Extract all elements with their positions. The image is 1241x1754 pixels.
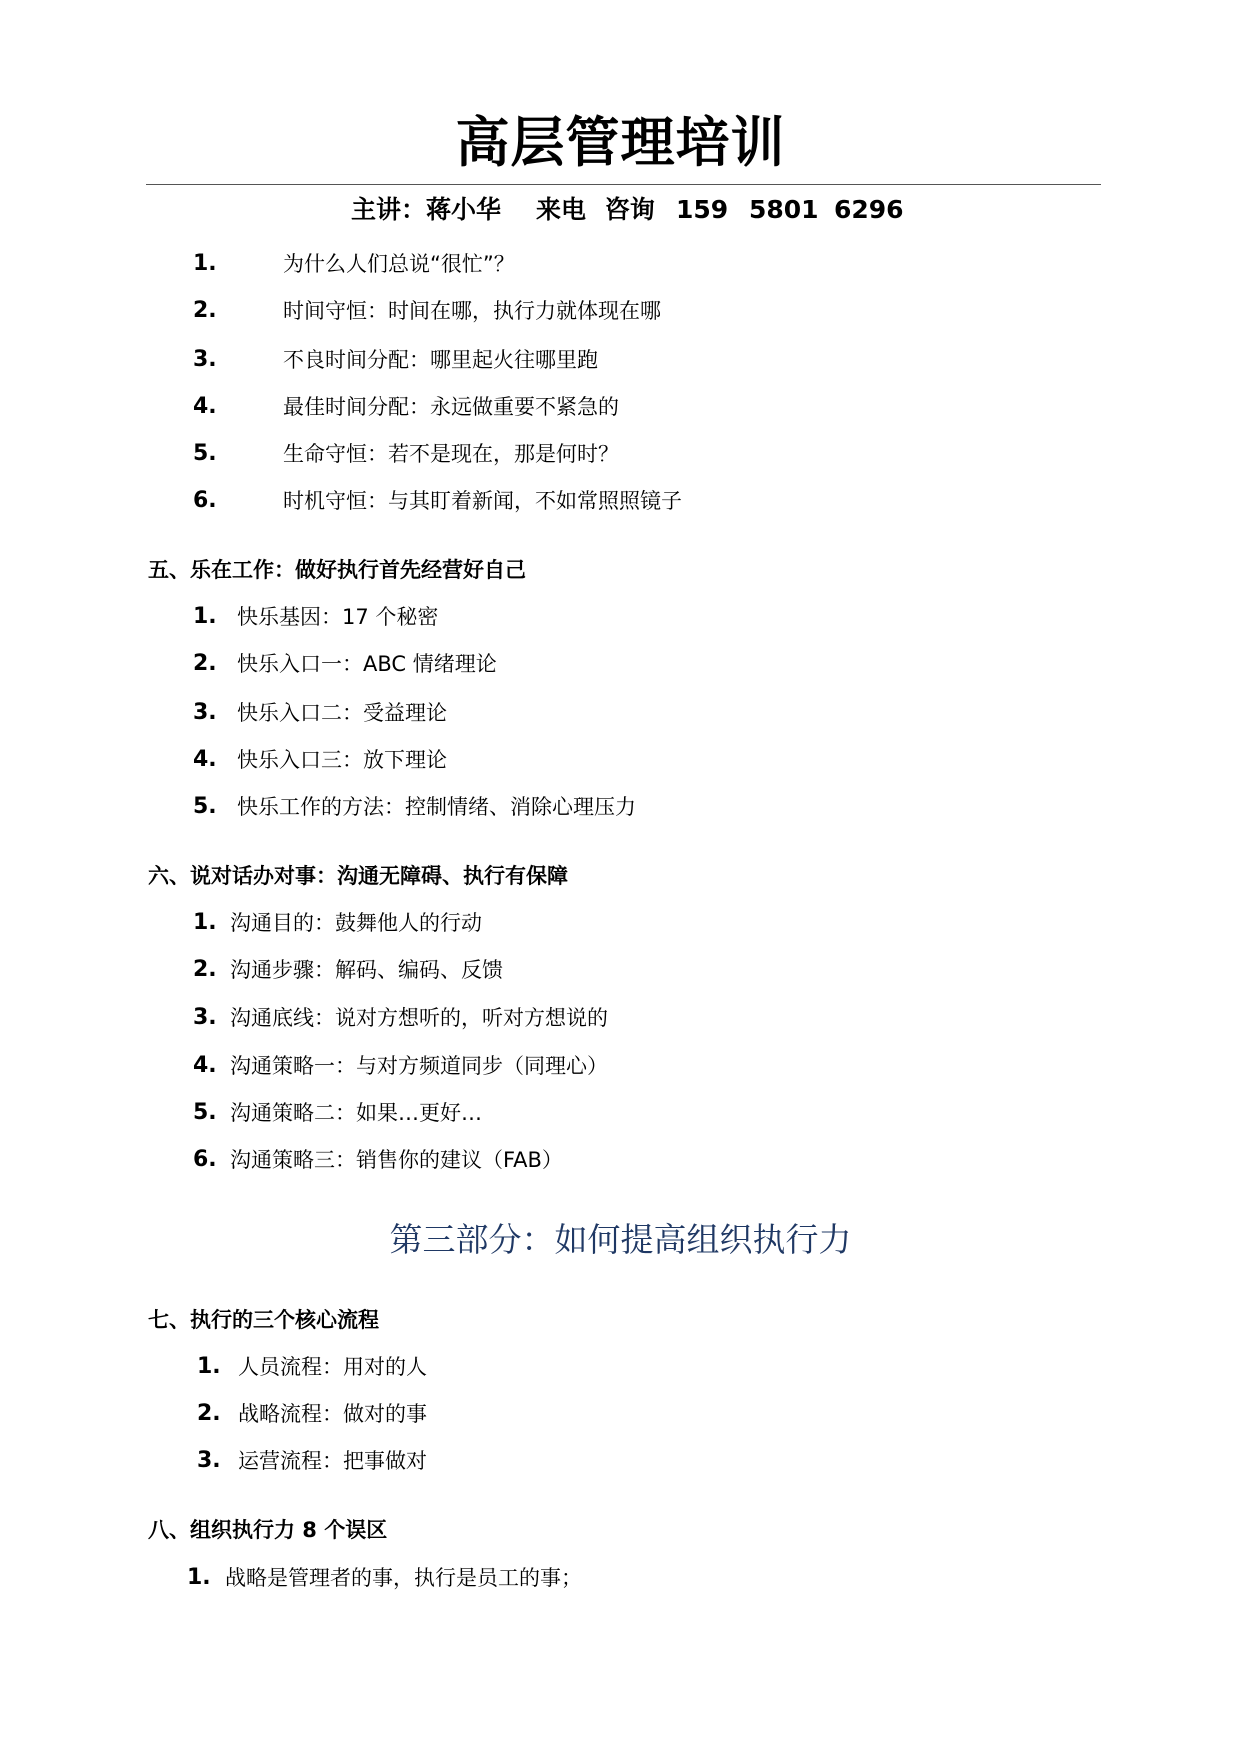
item-number: 4.: [193, 1053, 217, 1078]
list-item: [0, 698, 1241, 728]
item-number: 4.: [193, 394, 217, 419]
item-number: 1.: [197, 1354, 221, 1379]
item-number: 2.: [193, 651, 217, 676]
item-text: 人员流程：用对的人: [238, 1355, 427, 1379]
item-number: 2.: [197, 1401, 221, 1426]
item-text: 快乐工作的方法：控制情绪、消除心理压力: [237, 795, 636, 819]
item-text: 沟通目的：鼓舞他人的行动: [230, 911, 482, 935]
document-title: 高层管理培训: [455, 111, 786, 174]
item-text: 沟通策略二：如果…更好…: [230, 1101, 482, 1125]
list-item: [0, 1098, 1241, 1128]
list-item: [0, 1145, 1241, 1175]
list-item: [0, 345, 1241, 375]
item-number: 3.: [197, 1448, 221, 1473]
item-text: 沟通底线：说对方想听的，听对方想说的: [230, 1006, 608, 1030]
item-number: 1.: [193, 251, 217, 276]
item-number: 1.: [193, 910, 217, 935]
title-rule: [146, 184, 1101, 185]
list-item: [0, 1563, 1241, 1593]
section-heading: 八、组织执行力 8 个误区: [148, 1518, 388, 1542]
item-text: 运营流程：把事做对: [238, 1449, 427, 1473]
list-item: [0, 1399, 1241, 1429]
item-number: 2.: [193, 957, 217, 982]
list-item: [0, 602, 1241, 632]
list-item: [0, 249, 1241, 279]
item-number: 5.: [193, 1100, 217, 1125]
list-item: [0, 792, 1241, 822]
item-text: 时间守恒：时间在哪，执行力就体现在哪: [283, 299, 661, 323]
item-text: 快乐基因：17 个秘密: [237, 605, 439, 629]
item-number: 1.: [193, 604, 217, 629]
item-text: 沟通策略一：与对方频道同步（同理心）: [230, 1054, 608, 1078]
section-heading: 七、执行的三个核心流程: [148, 1308, 379, 1332]
item-text: 最佳时间分配：永远做重要不紧急的: [283, 395, 619, 419]
item-number: 6.: [193, 1147, 217, 1172]
item-text: 战略是管理者的事，执行是员工的事；: [225, 1566, 582, 1590]
list-item: [0, 1446, 1241, 1476]
list-item: [0, 745, 1241, 775]
item-number: 3.: [193, 1005, 217, 1030]
list-item: [0, 908, 1241, 938]
item-text: 快乐入口一：ABC 情绪理论: [237, 652, 497, 676]
item-text: 快乐入口三：放下理论: [237, 748, 447, 772]
item-number: 4.: [193, 747, 217, 772]
item-text: 战略流程：做对的事: [238, 1402, 427, 1426]
item-text: 生命守恒：若不是现在，那是何时？: [283, 442, 619, 466]
list-item: [0, 1352, 1241, 1382]
item-number: 3.: [193, 700, 217, 725]
item-number: 5.: [193, 794, 217, 819]
item-number: 2.: [193, 298, 217, 323]
part-heading: 第三部分：如何提高组织执行力: [389, 1220, 852, 1259]
item-number: 5.: [193, 441, 217, 466]
item-number: 1.: [187, 1565, 211, 1590]
phone-part: 5801: [749, 195, 819, 224]
list-item: [0, 1003, 1241, 1033]
item-text: 沟通策略三：销售你的建议（FAB）: [230, 1148, 563, 1172]
section-heading: 六、说对话办对事：沟通无障碍、执行有保障: [148, 864, 568, 888]
item-text: 时机守恒：与其盯着新闻，不如常照照镜子: [283, 489, 682, 513]
list-item: [0, 649, 1241, 679]
list-item: [0, 1051, 1241, 1081]
contact-label: 来电 咨询: [536, 195, 655, 224]
phone-part: 159: [676, 195, 729, 224]
section-heading: 五、乐在工作：做好执行首先经营好自己: [148, 558, 526, 582]
list-item: [0, 392, 1241, 422]
item-number: 6.: [193, 488, 217, 513]
item-number: 3.: [193, 347, 217, 372]
list-item: [0, 486, 1241, 516]
speaker-label: 主讲：蒋小华: [351, 195, 502, 224]
item-text: 快乐入口二：受益理论: [237, 701, 447, 725]
list-item: [0, 296, 1241, 326]
item-text: 为什么人们总说“很忙”？: [283, 252, 515, 276]
phone-part: 6296: [834, 195, 904, 224]
list-item: [0, 955, 1241, 985]
list-item: [0, 439, 1241, 469]
item-text: 不良时间分配：哪里起火往哪里跑: [283, 348, 598, 372]
item-text: 沟通步骤：解码、编码、反馈: [230, 958, 503, 982]
